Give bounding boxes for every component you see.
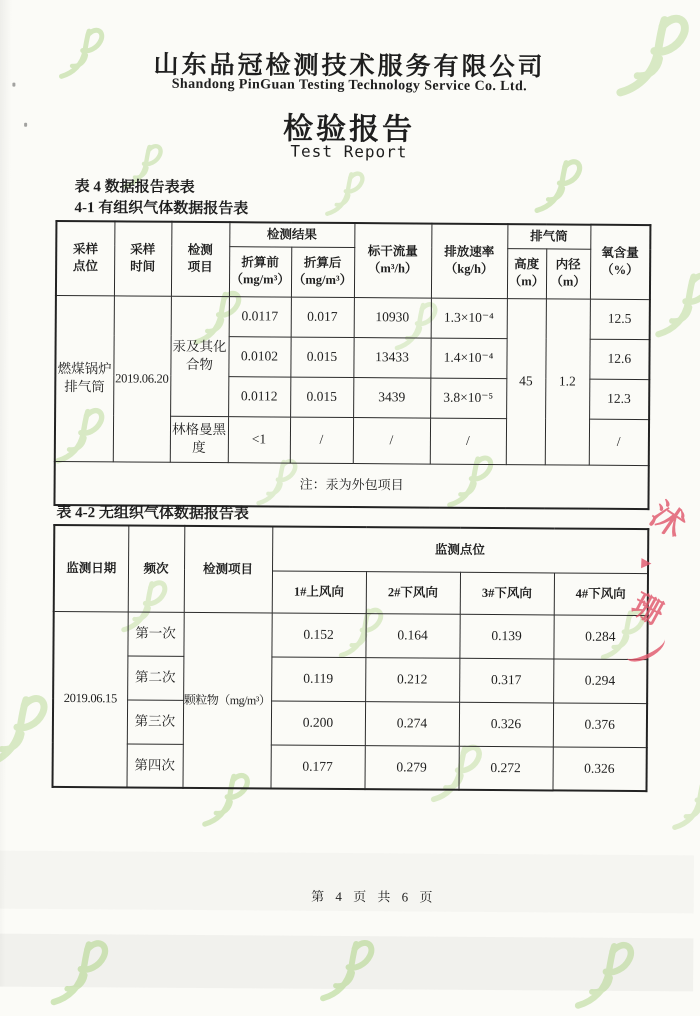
col-header-sampling-time: 采样 时间: [114, 221, 172, 295]
cell-value: 0.152: [271, 612, 365, 657]
unorganized-gas-data-table: [51, 524, 649, 792]
cell-oxygen: /: [589, 419, 649, 465]
col-header-test-item: 检测项目: [184, 526, 273, 613]
leaf-logo-watermark: [38, 935, 114, 1011]
col-header-flow: 标干流量 （m³/h）: [354, 223, 432, 298]
leaf-logo-watermark: [316, 168, 368, 220]
cell-frequency: 第四次: [126, 743, 182, 787]
cell-rate: /: [430, 418, 506, 465]
cell-sampling-point: 燃煤锅炉 排气筒: [55, 295, 114, 461]
cell-value: 0.119: [271, 656, 365, 701]
cell-after: 0.017: [291, 297, 354, 337]
cell-value: 0.376: [553, 702, 647, 747]
leaf-logo-watermark: [308, 935, 380, 1007]
cell-flow: /: [353, 417, 430, 464]
col-header-after-conversion: 折算后 （mg/m³）: [291, 247, 354, 297]
cell-rate: 1.3×10⁻⁴: [431, 298, 507, 339]
leaf-logo-watermark: [662, 772, 700, 835]
cell-before: 0.0102: [228, 336, 290, 376]
col-header-frequency: 频次: [128, 525, 185, 611]
cell-value: 0.177: [270, 744, 364, 789]
report-title-en: Test Report: [290, 141, 408, 162]
cell-before: <1: [228, 416, 290, 462]
cell-oxygen: 12.5: [590, 299, 650, 339]
cell-monitor-date: 2019.06.15: [52, 611, 127, 788]
cell-value: 0.274: [365, 701, 459, 746]
cell-after: 0.015: [290, 337, 353, 377]
cell-value: 0.200: [271, 700, 365, 745]
page-number: 第 4 页 共 6 页: [311, 888, 437, 905]
cell-stack-diameter: 1.2: [545, 298, 590, 464]
col-header-point-3-downwind: 3#下风向: [460, 572, 554, 615]
col-header-point-1-upwind: 1#上风向: [272, 570, 366, 613]
cell-oxygen: 12.3: [589, 379, 649, 419]
cell-test-item: 汞及其化 合物: [170, 296, 229, 416]
cell-rate: 1.4×10⁻⁴: [430, 338, 506, 379]
cell-value: 0.326: [552, 746, 646, 791]
cell-value: 0.284: [553, 614, 647, 659]
cell-value: 0.212: [365, 657, 459, 702]
cell-after: /: [290, 417, 353, 463]
cell-before: 0.0117: [229, 296, 291, 336]
col-header-monitor-date: 监测日期: [54, 525, 129, 612]
col-header-monitor-points: 监测点位: [272, 526, 648, 573]
table-row: [56, 295, 650, 339]
table-row: [53, 655, 647, 703]
col-header-point-4-downwind: 4#下风向: [554, 572, 648, 615]
cell-flow: 10930: [354, 297, 431, 338]
cell-stack-height: 45: [506, 298, 546, 464]
cell-flow: 3439: [353, 377, 430, 418]
col-header-stack-height: 高度 （m）: [507, 248, 546, 298]
leaf-logo-watermark: [643, 267, 700, 343]
stamp-glyph: 珊: [626, 587, 669, 632]
table-row: [52, 743, 646, 791]
cell-oxygen: 12.6: [589, 339, 649, 379]
leaf-logo-watermark: [0, 689, 55, 774]
table42-caption: 表 4-2 无组织气体数据报告表: [56, 504, 249, 523]
cell-before: 0.0112: [228, 376, 290, 416]
cell-value: 0.279: [364, 745, 458, 790]
stamp-glyph: 沭: [643, 496, 691, 546]
company-name-en: Shandong PinGuan Testing Technology Service Co. Ltd.: [171, 76, 528, 95]
cell-test-item: 颗粒物（mg/m³）: [182, 612, 271, 789]
col-header-point-2-downwind: 2#下风向: [366, 571, 460, 614]
cell-sampling-time: 2019.06.20: [113, 295, 171, 461]
cell-test-item: 林格曼黑 度: [170, 416, 228, 462]
table-note: 注：汞为外包项目: [54, 461, 648, 509]
leaf-logo-watermark: [562, 936, 641, 1015]
cell-rate: 3.8×10⁻⁵: [430, 378, 506, 419]
cell-frequency: 第一次: [127, 611, 183, 655]
table-row: [53, 699, 647, 747]
cell-after: 0.015: [290, 377, 353, 417]
table4-caption: 表 4 数据报告表表: [74, 179, 195, 196]
cell-value: 0.272: [458, 746, 552, 791]
cell-value: 0.294: [553, 658, 647, 703]
stamp-glyph: ►: [637, 552, 656, 573]
report-title-cn: 检验报告: [282, 112, 416, 147]
cell-frequency: 第三次: [127, 699, 183, 743]
col-header-test-item: 检测 项目: [171, 222, 230, 296]
col-header-stack: 排气筒: [507, 224, 590, 249]
col-header-oxygen: 氧含量 （%）: [590, 225, 651, 299]
organized-gas-data-table: [53, 220, 651, 510]
col-header-before-conversion: 折算前 （mg/m³）: [229, 246, 291, 296]
cell-value: 0.164: [365, 613, 459, 658]
red-stamp: [626, 491, 700, 632]
leaf-logo-watermark: [524, 155, 587, 218]
table41-caption: 4-1 有组织气体数据报告表: [74, 200, 249, 218]
cell-flow: 13433: [353, 337, 430, 378]
col-header-test-result: 检测结果: [229, 222, 354, 247]
cell-value: 0.326: [459, 702, 553, 747]
col-header-sampling-point: 采样 点位: [56, 221, 115, 295]
cell-value: 0.317: [459, 658, 553, 703]
table-row: [53, 611, 647, 659]
col-header-rate: 排放速率 （kg/h）: [431, 224, 508, 299]
cell-value: 0.139: [459, 614, 553, 659]
col-header-stack-diameter: 内径 （m）: [546, 248, 590, 298]
company-name-cn: 山东品冠检测技术服务有限公司: [153, 51, 546, 82]
cell-frequency: 第二次: [127, 655, 183, 699]
